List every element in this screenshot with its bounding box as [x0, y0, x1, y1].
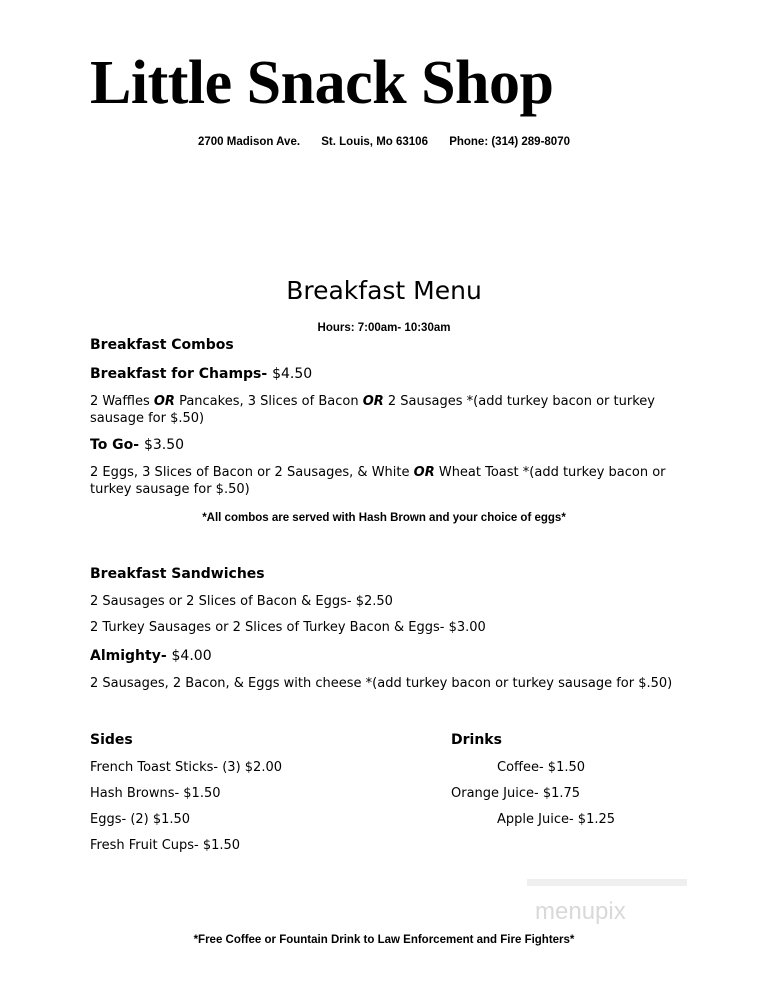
sandwich-item: 2 Sausages or 2 Slices of Bacon & Eggs- $2.50	[90, 594, 393, 609]
watermark-bar	[527, 879, 687, 886]
combos-heading: Breakfast Combos	[90, 337, 234, 353]
champs-combo-description	[90, 393, 690, 427]
sandwiches-heading: Breakfast Sandwiches	[90, 566, 265, 582]
togo-combo-name: To Go-	[90, 437, 140, 453]
menu-hours: Hours: 7:00am- 10:30am	[317, 322, 451, 334]
champs-desc-part-3: 2 Sausages *(add turkey bacon or turkey sausage for $.50)	[90, 394, 655, 426]
footer-note: *Free Coffee or Fountain Drink to Law Enforcement and Fire Fighters*	[193, 934, 575, 946]
togo-combo-price: $3.50	[143, 437, 185, 453]
city-state-zip: St. Louis, Mo 63106	[321, 136, 428, 148]
side-item: Fresh Fruit Cups- $1.50	[90, 838, 241, 853]
menu-title: Breakfast Menu	[286, 276, 482, 305]
drink-item: Coffee- $1.50	[497, 760, 586, 775]
almighty-price: $4.00	[171, 648, 212, 664]
champs-combo-name: Breakfast for Champs-	[90, 366, 268, 382]
shop-address-line	[0, 136, 768, 148]
champs-desc-part-2: Pancakes, 3 Slices of Bacon	[174, 394, 363, 409]
almighty-title	[90, 648, 212, 664]
sides-heading: Sides	[90, 732, 133, 748]
togo-desc-part-1: 2 Eggs, 3 Slices of Bacon or 2 Sausages, & White	[90, 465, 414, 480]
sandwich-item: 2 Turkey Sausages or 2 Slices of Turkey Bacon & Eggs- $3.00	[90, 620, 486, 635]
menupix-watermark: menupix	[535, 898, 626, 925]
togo-combo-title	[90, 437, 184, 453]
champs-desc-part-1: 2 Waffles	[90, 394, 154, 409]
side-item: French Toast Sticks- (3) $2.00	[90, 760, 282, 775]
street-address: 2700 Madison Ave.	[197, 136, 301, 148]
shop-title: Little Snack Shop	[90, 49, 554, 117]
drink-item: Apple Juice- $1.25	[497, 812, 616, 827]
drink-item: Orange Juice- $1.75	[451, 786, 581, 801]
togo-desc-or-1: OR	[413, 465, 435, 480]
champs-desc-or-2: OR	[362, 394, 384, 409]
champs-combo-title	[90, 366, 312, 382]
combos-note: *All combos are served with Hash Brown and your choice of eggs*	[202, 512, 566, 524]
champs-combo-price: $4.50	[272, 366, 313, 382]
togo-desc-part-2: Wheat Toast *(add turkey bacon or turkey sausage for $.50)	[90, 465, 666, 497]
side-item: Eggs- (2) $1.50	[90, 812, 191, 827]
champs-desc-or-1: OR	[153, 394, 175, 409]
almighty-description: 2 Sausages, 2 Bacon, & Eggs with cheese *(add turkey bacon or turkey sausage for $.50)	[90, 676, 673, 691]
phone-number: Phone: (314) 289-8070	[449, 136, 570, 148]
almighty-name: Almighty-	[90, 648, 167, 664]
togo-combo-description	[90, 464, 690, 498]
drinks-heading: Drinks	[451, 732, 502, 748]
side-item: Hash Browns- $1.50	[90, 786, 221, 801]
